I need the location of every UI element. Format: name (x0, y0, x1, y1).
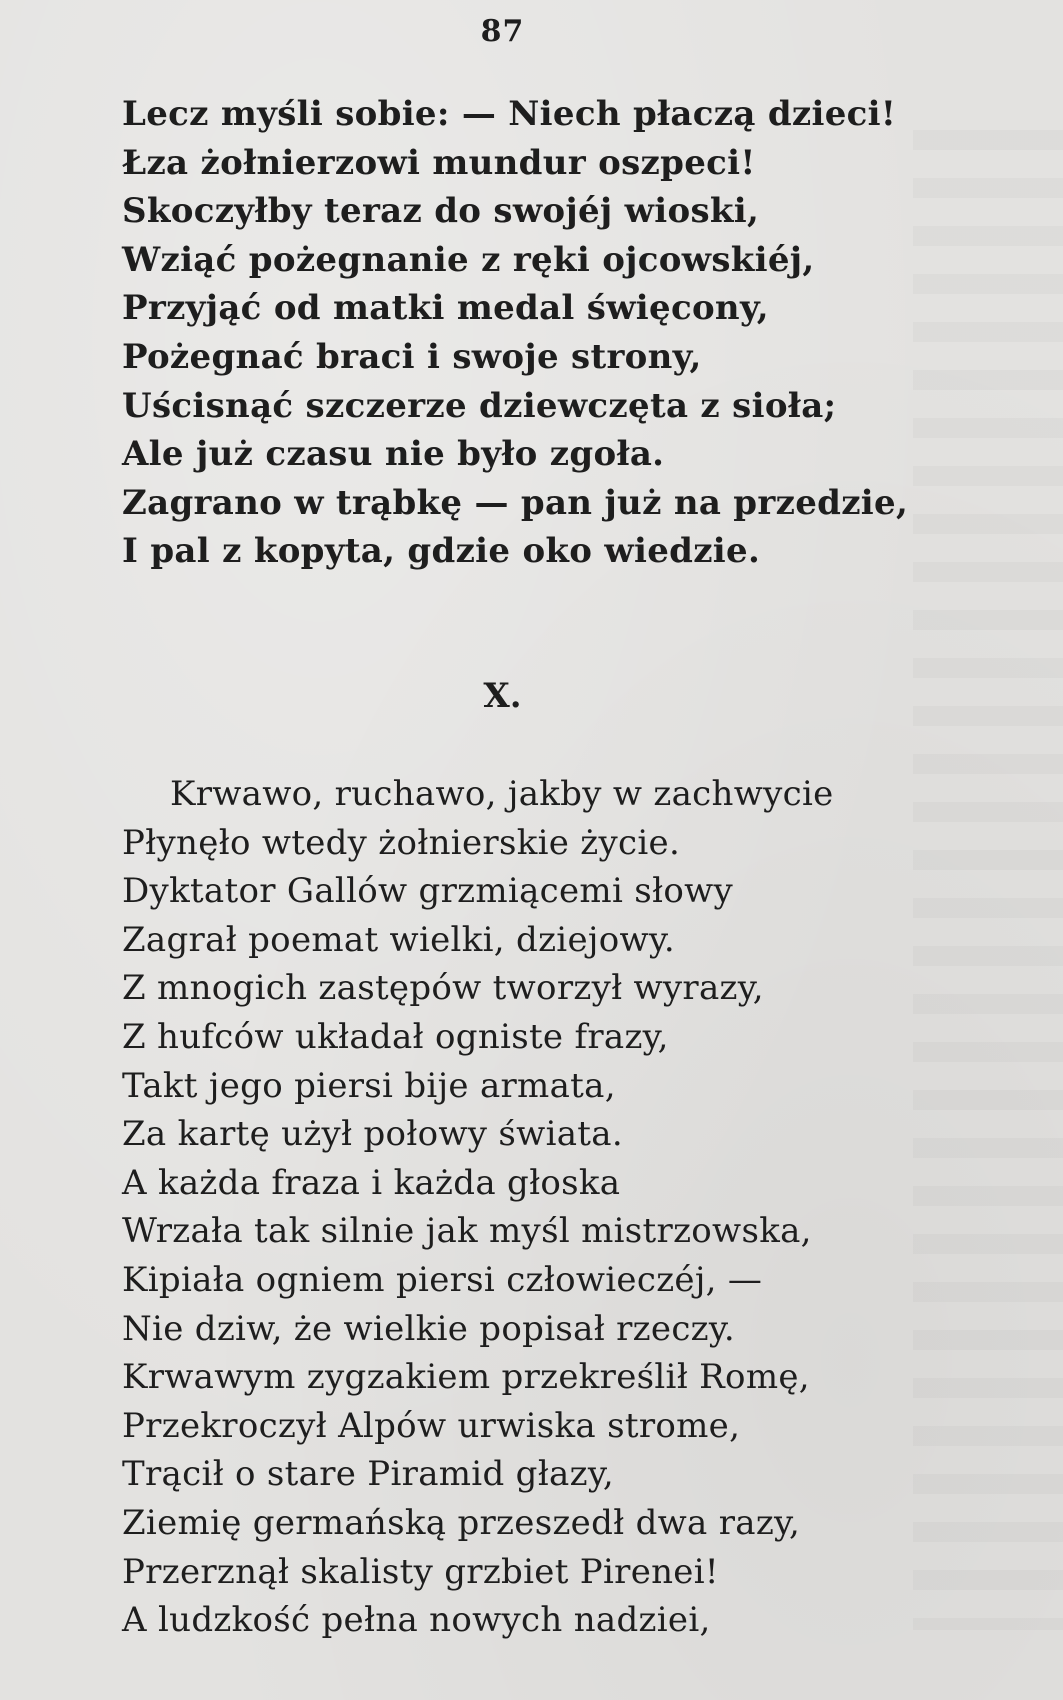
verse-line: Za kartę użył połowy świata. (122, 1114, 623, 1155)
verse-line: Płynęło wtedy żołnierskie życie. (122, 822, 681, 863)
verse-line: Ziemię germańską przeszedł dwa razy, (122, 1502, 801, 1543)
page-number: 87 (480, 14, 525, 49)
verse-line: Zagrano w trąbkę — pan już na przedzie, (122, 482, 909, 523)
verse-line: Lecz myśli sobie: — Niech płaczą dzieci! (122, 94, 897, 134)
verse-line: Dyktator Gallów grzmiącemi słowy (122, 871, 734, 912)
verse-line: Trącił o stare Piramid głazy, (122, 1454, 614, 1495)
verse-line: Przekroczył Alpów urwiska strome, (122, 1405, 741, 1446)
verse-line: Przyjąć od matki medal święcony, (122, 288, 769, 329)
verse-line: Uścisnąć szczerze dziewczęta z sioła; (122, 385, 837, 426)
verse-line: Skoczyłby teraz do swojéj wioski, (122, 191, 760, 232)
verse-line: Krwawym zygzakiem przekreślił Romę, (122, 1357, 810, 1398)
stanza-first (122, 90, 1002, 576)
verse-line: Nie dziw, że wielkie popisał rzeczy. (122, 1308, 735, 1349)
verse-line: Ale już czasu nie było zgoła. (122, 434, 665, 475)
verse-line: I pal z kopyta, gdzie oko wiedzie. (122, 531, 761, 572)
verse-line: Z hufców układał ogniste frazy, (122, 1016, 669, 1057)
stanza-second (122, 770, 1002, 1645)
verse-line: Z mnogich zastępów tworzył wyrazy, (122, 968, 764, 1009)
verse-line: Pożegnać braci i swoje strony, (122, 336, 702, 377)
verse-line: Przerznął skalisty grzbiet Pirenei! (122, 1551, 719, 1592)
verse-line: Wziąć pożegnanie z ręki ojcowskiéj, (122, 239, 815, 280)
verse-line: A ludzkość pełna nowych nadziei, (122, 1600, 711, 1641)
section-heading: X. (483, 676, 522, 716)
verse-line: Wrzała tak silnie jak myśl mistrzowska, (122, 1211, 812, 1252)
verse-line: Zagrał poemat wielki, dziejowy. (122, 919, 676, 960)
verse-line: Łza żołnierzowi mundur oszpeci! (122, 142, 756, 183)
verse-line: Kipiała ogniem piersi człowieczéj, — (122, 1259, 763, 1300)
verse-line: Krwawo, ruchawo, jakby w zachwycie (170, 774, 834, 814)
verse-line: A każda fraza i każda głoska (122, 1162, 621, 1203)
verse-line: Takt jego piersi bije armata, (122, 1065, 616, 1106)
